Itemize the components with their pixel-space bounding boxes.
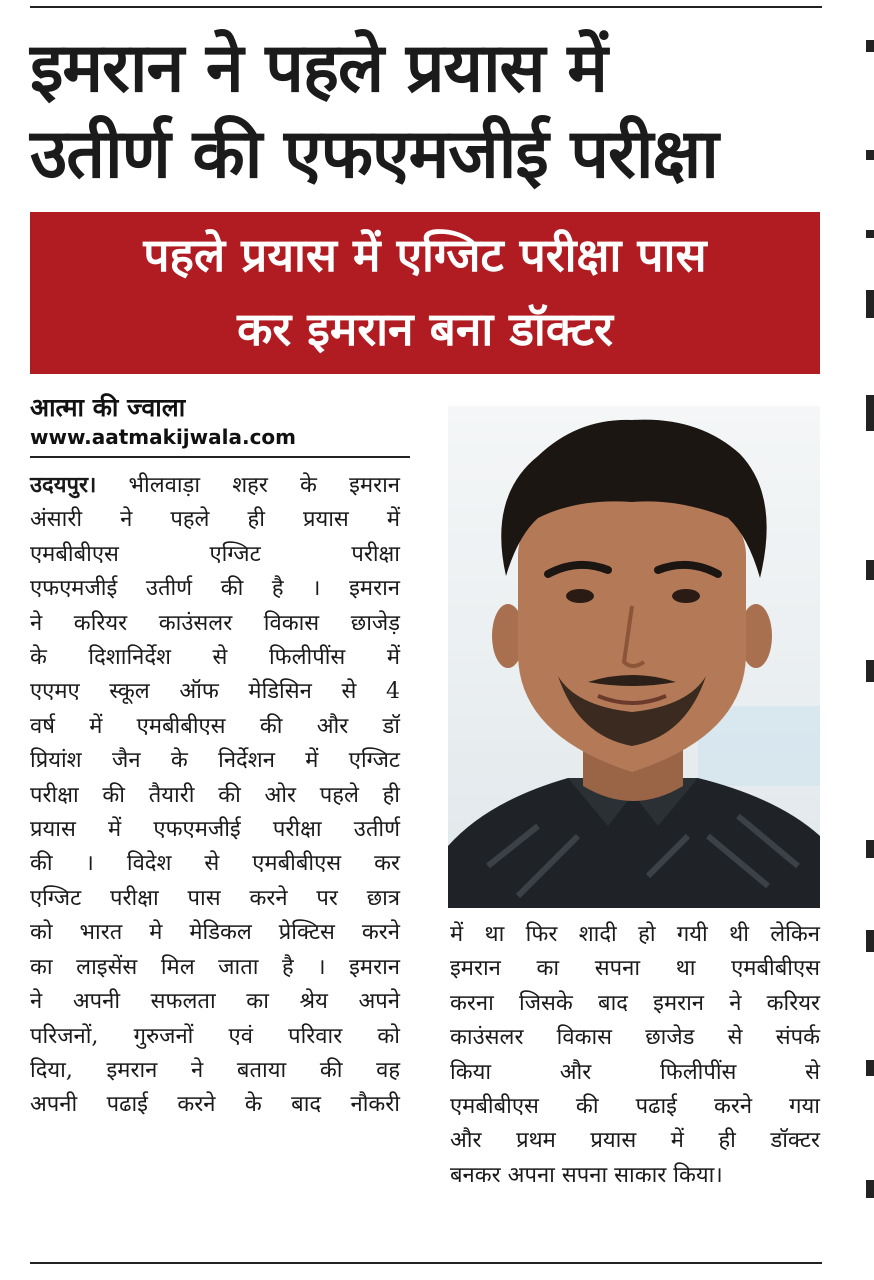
- banner-line-1: पहले प्रयास में एग्जिट परीक्षा पास: [143, 228, 707, 282]
- article-line: [30, 572, 400, 606]
- portrait-illustration: [448, 406, 820, 908]
- article-line: [30, 1088, 400, 1122]
- article-line: [30, 916, 400, 950]
- article-line: [30, 882, 400, 916]
- article-line-text: दिया, इमरान ने बताया की वह: [30, 1057, 400, 1083]
- headline: [30, 26, 830, 198]
- article-right-column: [450, 918, 820, 1193]
- article-line: [450, 952, 820, 986]
- top-rule: [30, 6, 822, 8]
- article-line-text: एमबीबीएस की पढाई करने गया: [450, 1094, 820, 1120]
- article-line-text: और प्रथम प्रयास में ही डॉक्टर: [450, 1128, 820, 1154]
- article-line-text: भीलवाड़ा शहर के इमरान: [128, 473, 401, 498]
- headline-line-2: उतीर्ण की एफएमजीई परीक्षा: [30, 115, 718, 194]
- byline: [30, 392, 360, 450]
- article-line-text: परीक्षा की तैयारी की ओर पहले ही: [30, 782, 400, 808]
- article-line-text: काउंसलर विकास छाजेड से संपर्क: [450, 1025, 820, 1051]
- article-line: [30, 538, 400, 572]
- article-line-text: के दिशानिर्देश से फिलीपींस में: [30, 645, 400, 671]
- article-line: [450, 1056, 820, 1090]
- article-line-text: एमबीबीएस एग्जिट परीक्षा: [30, 541, 400, 567]
- article-line: [30, 951, 400, 985]
- article-line-text: अंसारी ने पहले ही प्रयास में: [30, 507, 400, 533]
- banner-line-2: कर इमरान बना डॉक्टर: [237, 302, 613, 356]
- byline-publication: आत्मा की ज्वाला: [30, 393, 186, 422]
- byline-url: www.aatmakijwala.com: [30, 425, 297, 449]
- portrait-photo: [448, 406, 820, 908]
- article-line: [30, 779, 400, 813]
- article-line-text: ने अपनी सफलता का श्रेय अपने: [30, 989, 400, 1015]
- article-line: [450, 1159, 820, 1193]
- article-line: [30, 813, 400, 847]
- article-line: [30, 675, 400, 709]
- article-line: [30, 847, 400, 881]
- article-line-text: में था फिर शादी हो गयी थी लेकिन: [450, 922, 820, 947]
- article-line-text: किया और फिलीपींस से: [450, 1059, 820, 1085]
- article-line: [30, 503, 400, 537]
- article-line: [30, 1054, 400, 1088]
- article-line-text: अपनी पढाई करने के बाद नौकरी: [30, 1092, 400, 1118]
- byline-rule: [30, 456, 410, 458]
- article-left-column: [30, 468, 400, 1123]
- article-line-text: का लाइसेंस मिल जाता है । इमरान: [30, 954, 400, 980]
- article-line-text: एफएमजीई उतीर्ण की है । इमरान: [30, 576, 400, 602]
- article-line: [450, 1021, 820, 1055]
- article-line-text: एएमए स्कूल ऑफ मेडिसिन से 4: [30, 679, 400, 705]
- article-line: [450, 987, 820, 1021]
- article-line: [30, 1020, 400, 1054]
- article-line: [30, 641, 400, 675]
- article-line: [30, 710, 400, 744]
- right-eye: [672, 589, 700, 603]
- article-line-text: वर्ष में एमबीबीएस की और डॉ: [30, 713, 400, 739]
- bottom-rule: [30, 1262, 822, 1264]
- subheadline-banner: [30, 212, 820, 374]
- article-line-text: को भारत मे मेडिकल प्रेक्टिस करने: [30, 920, 400, 946]
- article-line: [450, 918, 820, 952]
- article-line: [450, 1090, 820, 1124]
- article-line-text: करना जिसके बाद इमरान ने करियर: [450, 990, 820, 1016]
- article-line-text: एग्जिट परीक्षा पास करने पर छात्र: [30, 885, 400, 911]
- article-line: [30, 985, 400, 1019]
- article-line-text: बनकर अपना सपना साकार किया।: [450, 1162, 723, 1188]
- article-line-text: प्रियांश जैन के निर्देशन में एग्जिट: [30, 748, 400, 774]
- left-eye: [566, 589, 594, 603]
- article-line: [30, 607, 400, 641]
- article-dateline: उदयपुर।: [30, 472, 97, 498]
- article-line-text: प्रयास में एफएमजीई परीक्षा उतीर्ण: [30, 817, 400, 843]
- article-line-text: इमरान का सपना था एमबीबीएस: [450, 956, 820, 982]
- article-line: [30, 468, 400, 503]
- article-line: [30, 744, 400, 778]
- article-line-text: परिजनों, गुरुजनों एवं परिवार को: [30, 1023, 400, 1049]
- article-line: [450, 1124, 820, 1158]
- article-line-text: ने करियर काउंसलर विकास छाजेड़: [30, 610, 400, 636]
- headline-line-1: इमरान ने पहले प्रयास में: [30, 29, 607, 108]
- article-line-text: की । विदेश से एमबीबीएस कर: [30, 851, 400, 877]
- adjacent-column-edge: [848, 0, 874, 1280]
